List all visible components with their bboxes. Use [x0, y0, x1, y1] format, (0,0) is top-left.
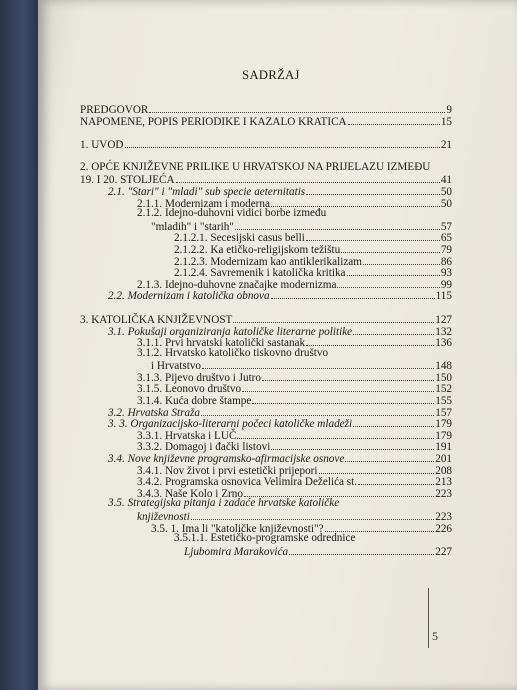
toc-page-number: 9 — [446, 104, 452, 116]
toc-entry-label: 2.1.2.4. Savremenik i katolička kritika — [174, 267, 346, 280]
toc-entry — [80, 231, 452, 243]
toc-entry — [80, 173, 452, 185]
toc-entry-label: 3.1. Pokušaji organiziranja katoličke literarne politike — [108, 325, 353, 338]
toc-entry-label: 3.3.2. Domagoj i đački listovi — [137, 441, 271, 454]
toc-entry-label: 3. 3. Organizacijsko-literarni počeci katoličke mladeži — [108, 418, 353, 431]
toc-entry — [80, 243, 452, 255]
toc-page-number: 57 — [440, 220, 452, 233]
toc-entry-label: 3.3.1. Hrvatska i LUČ — [137, 429, 237, 442]
toc-entry — [80, 498, 452, 510]
toc-entry-label: i Hrvatstvo — [151, 360, 202, 373]
toc-leader-dots — [337, 278, 439, 288]
toc-leader-dots — [306, 231, 440, 241]
toc-entry — [80, 325, 452, 337]
toc-page-number: 115 — [435, 290, 452, 303]
toc-page-number: 41 — [440, 174, 452, 187]
toc-entry-label: književnosti — [137, 511, 190, 523]
toc-entry-label: 2.1.1. Modernizam i moderna — [137, 197, 270, 210]
toc-entry-label: PREDGOVOR — [80, 104, 149, 116]
toc-entry — [80, 162, 452, 174]
book-page — [38, 0, 517, 690]
toc-page-number: 223 — [435, 511, 452, 523]
toc-entry — [80, 452, 452, 464]
toc-page-number: 127 — [435, 313, 452, 326]
toc-entry-label: 1. UVOD — [80, 139, 124, 152]
toc-entry-label: 2.1.2.2. Ka etičko-religijskom težištu — [174, 243, 341, 256]
toc-entry-label: 2.2. Modernizam i katolička obnova — [108, 290, 270, 303]
toc-entry-label: Ljubomira Marakovića — [184, 545, 289, 558]
toc-leader-dots — [237, 429, 434, 439]
toc-entry-label: 3.4. Nove književne programsko-afirmacijske osnove — [108, 453, 345, 466]
toc-leader-dots — [347, 266, 440, 276]
toc-entry-label: 3.4.1. Nov život i prvi estetički prijepori — [137, 464, 318, 477]
toc-entry-label: 2.1.2.3. Modernizam kao antiklerikalizam — [174, 255, 362, 268]
toc-entry-label: 3.5. 1. Ima li "katoličke književnosti"? — [151, 522, 324, 535]
toc-entry — [80, 278, 452, 290]
toc-page-number: 86 — [440, 255, 452, 268]
toc-entry — [80, 138, 452, 150]
page-number: 5 — [432, 629, 438, 643]
toc-leader-dots — [233, 313, 434, 323]
toc-page-number: 179 — [435, 429, 452, 442]
toc-entry-label: 3.4.3. Naše Kolo i Zrno — [137, 487, 243, 500]
toc-leader-dots — [353, 325, 434, 335]
toc-page-number: 201 — [435, 453, 452, 466]
toc-entry-label: 3.1.4. Kuća dobre štampe — [137, 395, 252, 408]
toc-leader-dots — [353, 417, 434, 427]
toc-leader-dots — [341, 243, 440, 253]
toc-page-number: 136 — [435, 337, 452, 350]
toc-leader-dots — [191, 510, 434, 520]
toc-entry — [80, 359, 452, 371]
toc-entry — [80, 208, 452, 220]
toc-entry-label: 2.1.2.1. Secesijski casus belli — [174, 232, 305, 245]
toc-leader-dots — [319, 464, 435, 474]
toc-leader-dots — [202, 359, 434, 369]
toc-page-number: 191 — [435, 441, 452, 454]
toc-page-number: 15 — [440, 115, 452, 128]
toc-entry-label: 3.1.5. Leonovo društvo — [137, 383, 242, 396]
toc-entry-label: 2.1.2. Idejno-duhovni vidici borbe između — [137, 207, 327, 220]
toc-leader-dots — [242, 382, 434, 392]
toc-entry — [80, 313, 452, 325]
toc-entry — [80, 348, 452, 360]
page-number-folio — [428, 588, 445, 648]
toc-entry — [80, 475, 452, 487]
toc-leader-dots — [363, 255, 440, 265]
toc-entry — [80, 510, 452, 522]
toc-page-number: 93 — [440, 267, 452, 280]
toc-entry-label: 3.1.3. Pijevo društvo i Jutro — [137, 371, 261, 384]
toc-leader-dots — [244, 487, 434, 497]
toc-leader-dots — [325, 522, 435, 532]
toc-page-number: 21 — [440, 139, 452, 152]
toc-entry-label: "mladih" i "starih" — [151, 220, 234, 233]
toc-entry — [80, 406, 452, 418]
toc-page-number: 213 — [435, 476, 452, 489]
toc-leader-dots — [345, 452, 434, 462]
toc-leader-dots — [176, 173, 440, 183]
toc-entry — [80, 185, 452, 197]
toc-entry-label: 3.4.2. Programska osnovica Velimira Deželića st. — [137, 476, 358, 489]
toc-entry — [80, 255, 452, 267]
toc-entry — [80, 533, 452, 545]
toc-entry-label: 3.1.1. Prvi hrvatski katolički sastanak — [137, 337, 306, 350]
toc-entry — [80, 289, 452, 301]
toc-leader-dots — [271, 197, 440, 207]
book-cover-edge — [0, 0, 40, 690]
toc-leader-dots — [262, 371, 434, 381]
toc-entry — [80, 440, 452, 452]
toc-entry — [80, 394, 452, 406]
toc-leader-dots — [271, 289, 435, 299]
toc-page-number: 226 — [435, 522, 452, 535]
toc-entry-label: 3.5. Strategijska pitanja i zadaće hrvatske katoličke — [108, 497, 340, 510]
toc-entry — [80, 545, 452, 557]
toc-page-number: 50 — [440, 185, 452, 198]
toc-entry — [80, 103, 452, 115]
toc-page-number: 50 — [440, 197, 452, 210]
toc-leader-dots — [235, 220, 440, 230]
toc-page-number: 227 — [435, 545, 452, 558]
toc-page-number: 132 — [435, 325, 452, 338]
toc-entry-label: 3.2. Hrvatska Straža — [108, 406, 200, 419]
toc-page-number: 65 — [440, 232, 452, 245]
toc-leader-dots — [149, 103, 445, 113]
toc-entry-label: 3.5.1.1. Estetičko-programske odrednice — [174, 532, 356, 545]
toc-page-number: 157 — [435, 406, 452, 419]
toc-page-number: 99 — [440, 278, 452, 291]
toc-entry — [80, 220, 452, 232]
toc-entries — [80, 103, 452, 556]
toc-leader-dots — [201, 406, 434, 416]
toc-entry — [80, 417, 452, 429]
toc-page-number: 155 — [435, 395, 452, 408]
toc-leader-dots — [125, 138, 440, 148]
toc-leader-dots — [358, 475, 434, 485]
toc-page-number: 152 — [435, 383, 452, 396]
toc-entry-label: 19. I 20. STOLJEĆA — [80, 174, 175, 187]
toc-page-number: 208 — [435, 464, 452, 477]
toc-leader-dots — [289, 545, 434, 555]
page-title: SADRŽAJ — [242, 68, 300, 82]
toc-entry — [80, 115, 452, 127]
toc-entry-label: 2. OPĆE KNJIŽEVNE PRILIKE U HRVATSKOJ NA PRIJELAZU IZMEĐU — [80, 160, 431, 173]
toc-page-number: 148 — [435, 360, 452, 373]
toc-leader-dots — [306, 185, 440, 195]
toc-page-number: 150 — [435, 371, 452, 384]
toc-entry — [80, 382, 452, 394]
toc-entry — [80, 266, 452, 278]
toc-leader-dots — [252, 394, 434, 404]
toc-entry-label: 3.1.2. Hrvatsko katoličko tiskovno društvo — [137, 346, 329, 359]
toc-entry — [80, 371, 452, 383]
toc-entry-label: 3. KATOLIČKA KNJIŽEVNOST — [80, 313, 233, 326]
toc-entry-label: NAPOMENE, POPIS PERIODIKE I KAZALO KRATICA — [80, 115, 347, 128]
toc-page-number: 223 — [435, 487, 452, 500]
toc-leader-dots — [271, 440, 434, 450]
toc-page-number: 79 — [440, 243, 452, 256]
toc-entry-label: 2.1.3. Idejno-duhovne značajke modernizma — [137, 278, 337, 291]
table-of-contents — [80, 68, 452, 556]
toc-entry-label: 2.1. "Stari" i "mladi" sub specie aeternitatis — [108, 185, 306, 198]
toc-leader-dots — [306, 336, 434, 346]
toc-page-number: 179 — [435, 418, 452, 431]
toc-leader-dots — [348, 115, 440, 125]
